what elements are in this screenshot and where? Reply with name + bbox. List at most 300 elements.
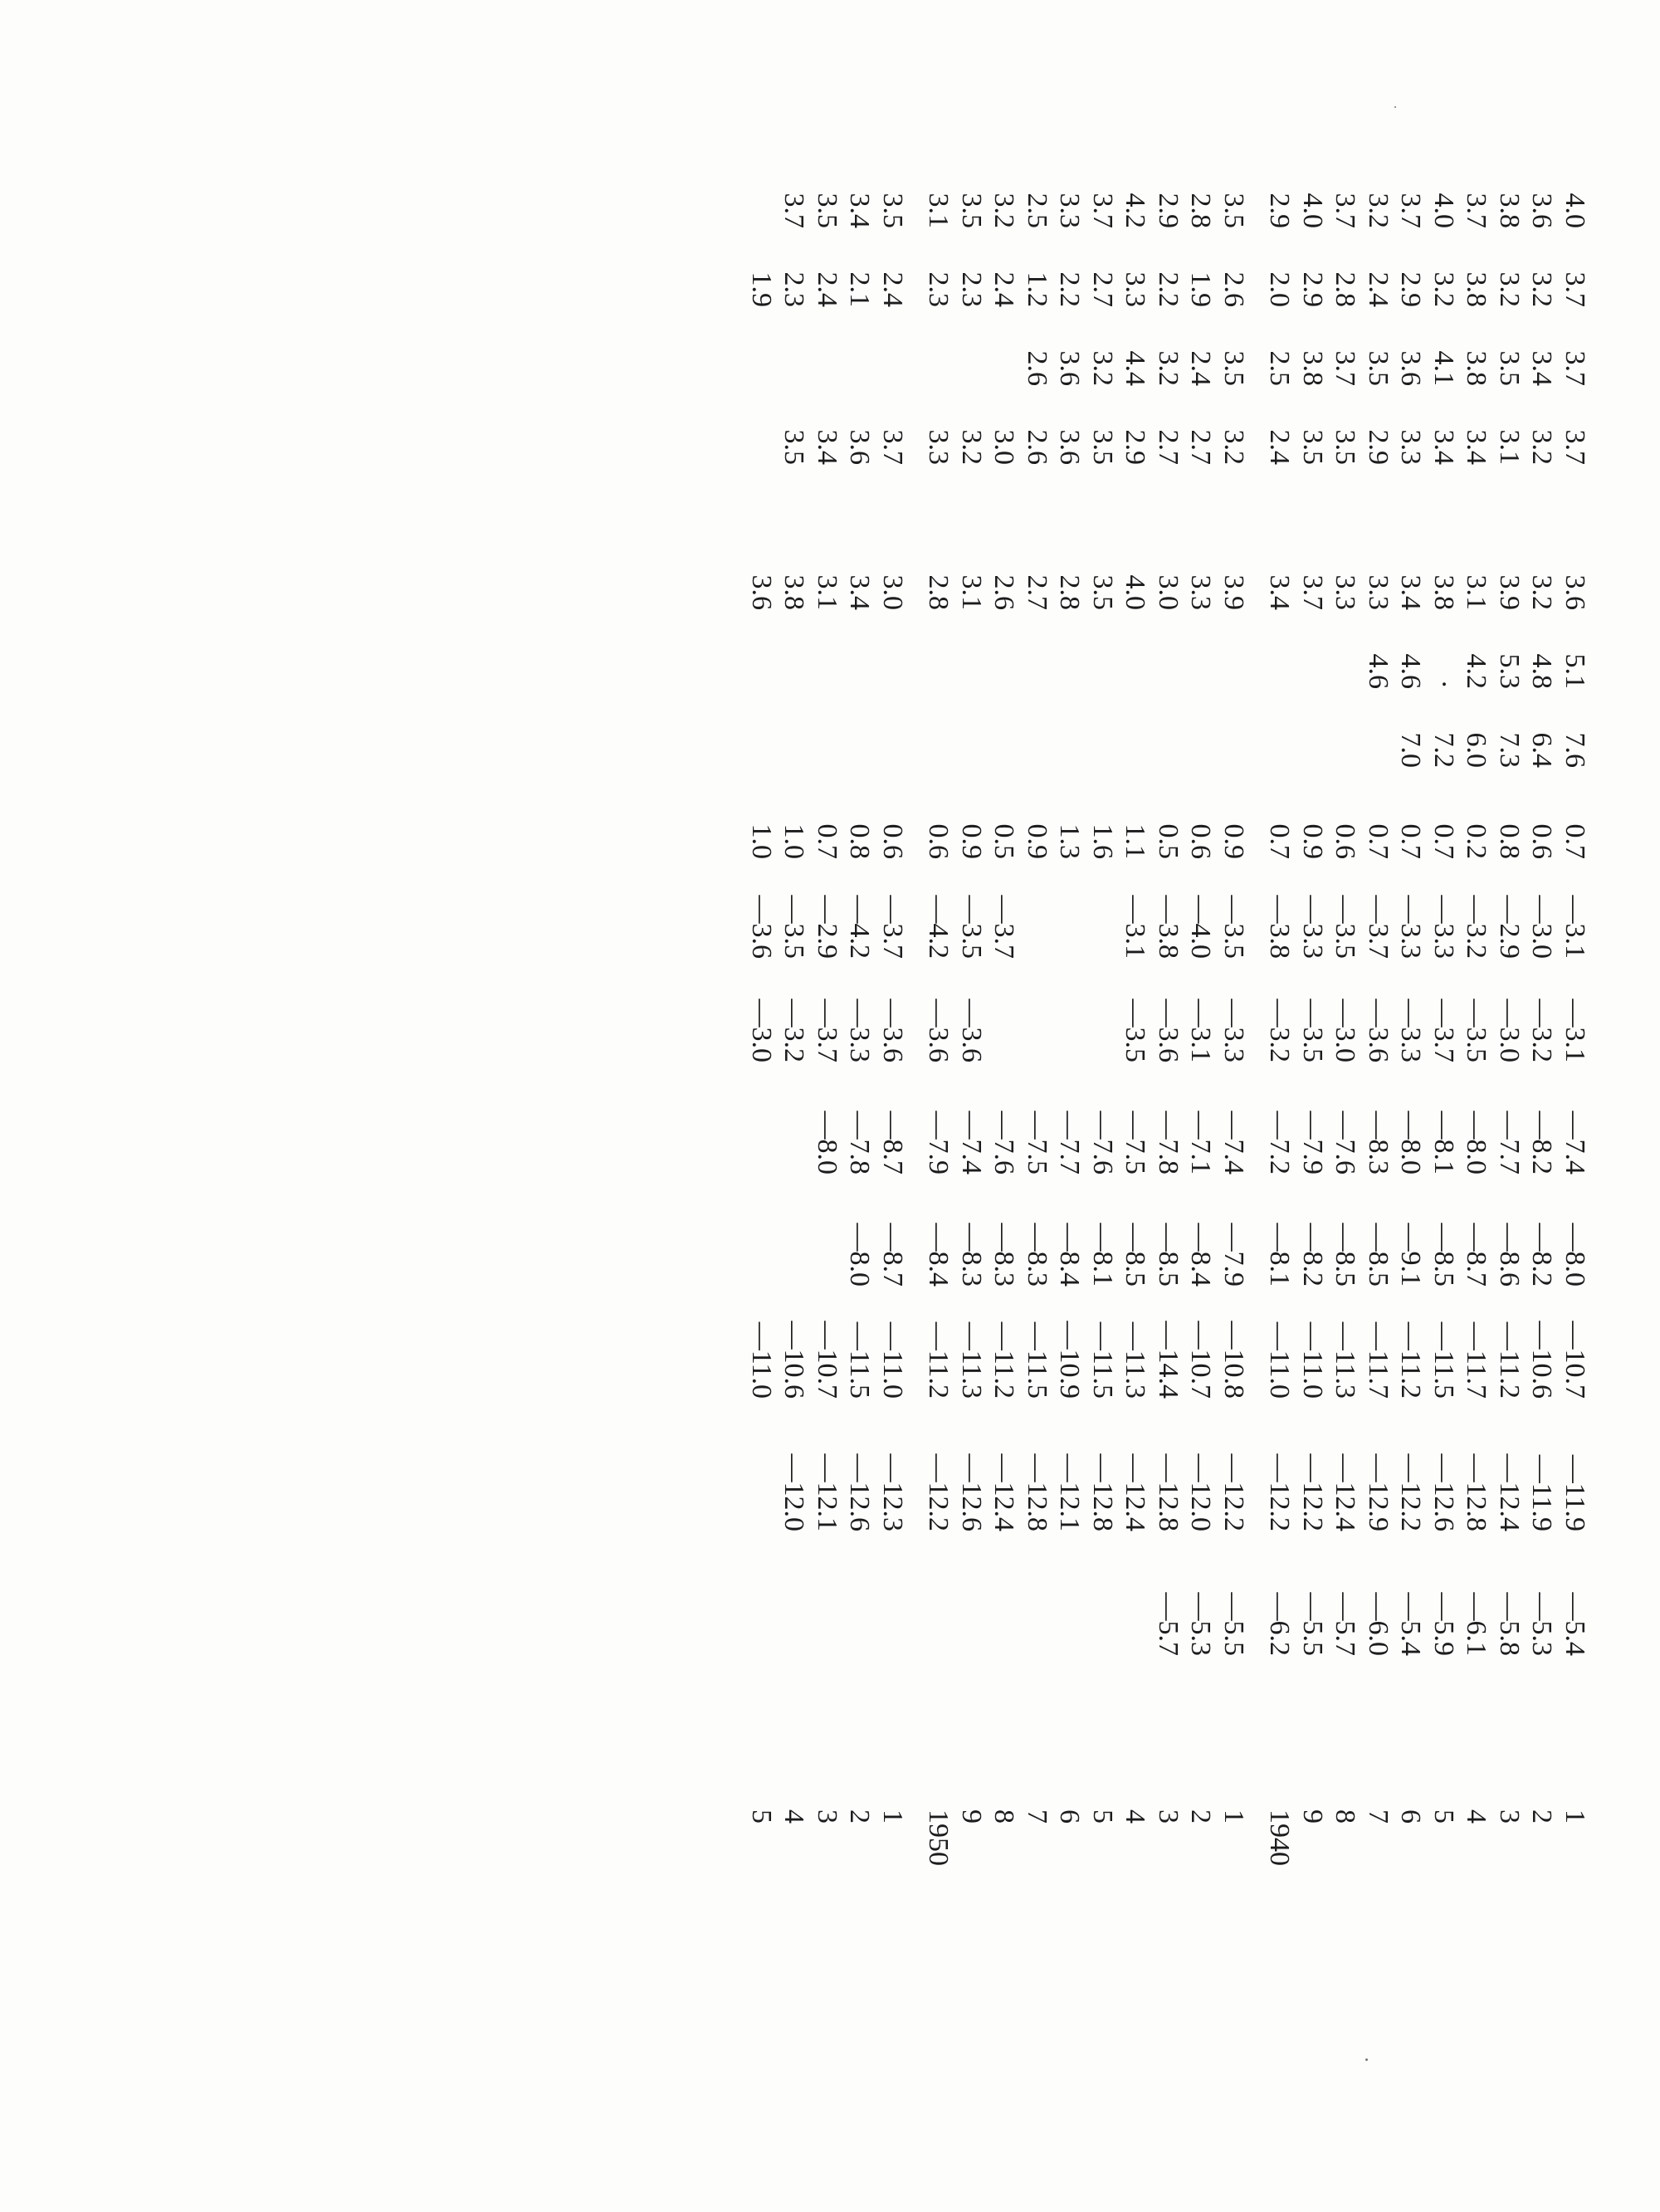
table-cell: 7.2 bbox=[1428, 732, 1459, 768]
table-cell: —7.6 bbox=[1330, 1111, 1361, 1174]
table-cell: 0.2 bbox=[1461, 823, 1492, 859]
table-cell: —3.1 bbox=[1560, 999, 1590, 1062]
table-cell: —3.7 bbox=[989, 895, 1020, 959]
table-cell: —7.9 bbox=[923, 1111, 954, 1174]
table-cell: 3.3 bbox=[1395, 429, 1427, 465]
table-cell: 4.6 bbox=[1363, 653, 1394, 689]
year-label: 3 bbox=[1494, 1809, 1525, 1824]
table-cell: —12.6 bbox=[956, 1453, 987, 1531]
table-cell: 2.2 bbox=[1153, 271, 1184, 307]
table-cell: 3.4 bbox=[812, 429, 842, 465]
table-cell: —11.9 bbox=[1526, 1454, 1558, 1531]
table-cell: 3.2 bbox=[1526, 271, 1558, 307]
table-cell: —8.5 bbox=[1120, 1223, 1151, 1287]
table-cell: —8.7 bbox=[1461, 1223, 1492, 1287]
table-cell: —5.3 bbox=[1526, 1592, 1558, 1656]
year-label: 3 bbox=[1153, 1809, 1184, 1824]
table-cell: 3.1 bbox=[923, 193, 954, 228]
table-cell: —4.0 bbox=[1185, 895, 1217, 959]
table-cell: 2.5 bbox=[1022, 193, 1052, 228]
table-cell: 0.7 bbox=[1428, 823, 1459, 859]
table-cell: 3.5 bbox=[1087, 429, 1118, 465]
table-cell: —7.4 bbox=[956, 1111, 987, 1174]
table-cell: —12.4 bbox=[1494, 1453, 1525, 1531]
table-cell: 3.2 bbox=[1526, 574, 1558, 610]
table-cell: 0.7 bbox=[1560, 823, 1590, 859]
table-cell: 2.9 bbox=[1264, 193, 1296, 228]
table-cell: 3.2 bbox=[1494, 271, 1525, 307]
table-cell: · bbox=[1428, 679, 1459, 689]
table-cell: —12.8 bbox=[1087, 1453, 1118, 1531]
table-cell: 3.2 bbox=[1153, 350, 1184, 386]
table-cell: —8.3 bbox=[989, 1223, 1020, 1287]
table-cell: —8.0 bbox=[812, 1111, 842, 1174]
table-cell: 0.7 bbox=[812, 823, 842, 859]
table-cell: —3.3 bbox=[1395, 999, 1427, 1062]
table-cell: —12.8 bbox=[1153, 1453, 1184, 1531]
table-cell: —11.9 bbox=[1560, 1454, 1590, 1531]
table-cell: 0.6 bbox=[1526, 823, 1558, 859]
rotated-temperature-table bbox=[693, 149, 1589, 1992]
year-label: 7 bbox=[1022, 1809, 1052, 1824]
table-cell: 3.6 bbox=[1054, 429, 1086, 465]
table-cell: 3.3 bbox=[1054, 193, 1086, 228]
table-cell: —5.4 bbox=[1560, 1592, 1590, 1656]
table-cell: 2.4 bbox=[989, 271, 1020, 307]
table-cell: 2.8 bbox=[923, 574, 954, 610]
table-cell: —3.3 bbox=[1395, 895, 1427, 959]
table-cell: —8.5 bbox=[1363, 1223, 1394, 1287]
year-label: 4 bbox=[1461, 1809, 1492, 1824]
table-cell: —12.6 bbox=[844, 1453, 876, 1531]
table-cell: —5.3 bbox=[1185, 1592, 1217, 1656]
table-cell: 0.9 bbox=[1297, 823, 1328, 859]
table-cell: —6.0 bbox=[1363, 1592, 1394, 1656]
year-label: 7 bbox=[1363, 1809, 1394, 1824]
table-cell: —11.5 bbox=[1087, 1321, 1118, 1399]
table-cell: 3.1 bbox=[812, 574, 842, 610]
table-cell: —12.9 bbox=[1363, 1453, 1394, 1531]
table-cell: —12.2 bbox=[923, 1453, 954, 1531]
table-cell: —7.9 bbox=[1218, 1223, 1249, 1287]
year-label: 9 bbox=[956, 1809, 987, 1824]
table-cell: —12.2 bbox=[1297, 1453, 1328, 1531]
year-label: 3 bbox=[812, 1809, 842, 1824]
table-cell: —3.6 bbox=[1363, 999, 1394, 1062]
table-cell: 2.3 bbox=[779, 271, 810, 307]
table-cell: 3.5 bbox=[1218, 193, 1249, 228]
table-cell: 3.0 bbox=[877, 574, 908, 610]
table-cell: —8.1 bbox=[1428, 1111, 1459, 1174]
table-cell: 3.1 bbox=[1494, 429, 1525, 465]
year-label: 4 bbox=[1120, 1809, 1151, 1824]
table-cell: —11.0 bbox=[1297, 1321, 1328, 1399]
table-cell: —8.4 bbox=[923, 1223, 954, 1287]
table-cell: —5.5 bbox=[1297, 1592, 1328, 1656]
table-cell: 3.5 bbox=[1494, 350, 1525, 386]
table-cell: 3.6 bbox=[1526, 193, 1558, 228]
table-cell: —11.7 bbox=[1461, 1321, 1492, 1399]
table-cell: 2.6 bbox=[1022, 429, 1052, 465]
table-cell: 6.4 bbox=[1526, 732, 1558, 768]
year-label: 2 bbox=[844, 1809, 876, 1824]
table-cell: 4.0 bbox=[1428, 193, 1459, 228]
table-cell: 0.8 bbox=[844, 823, 876, 859]
table-cell: —8.6 bbox=[1494, 1223, 1525, 1287]
year-label: 1 bbox=[1218, 1809, 1249, 1824]
table-cell: 0.9 bbox=[1218, 823, 1249, 859]
table-cell: 3.4 bbox=[844, 574, 876, 610]
table-cell: —8.3 bbox=[1022, 1223, 1052, 1287]
table-cell: 2.8 bbox=[1054, 574, 1086, 610]
table-cell: 4.0 bbox=[1560, 193, 1590, 228]
table-cell: —11.0 bbox=[877, 1321, 908, 1399]
table-cell: 2.7 bbox=[1022, 574, 1052, 610]
table-cell: 3.4 bbox=[1264, 574, 1296, 610]
table-cell: 3.4 bbox=[844, 193, 876, 228]
table-cell: —12.3 bbox=[877, 1453, 908, 1531]
table-cell: —3.2 bbox=[1264, 999, 1296, 1062]
table-cell: —11.2 bbox=[923, 1321, 954, 1399]
table-cell: —3.7 bbox=[1363, 895, 1394, 959]
table-cell: 3.9 bbox=[1494, 574, 1525, 610]
table-cell: —12.4 bbox=[1120, 1453, 1151, 1531]
table-cell: —3.0 bbox=[1526, 895, 1558, 959]
table-cell: —3.2 bbox=[1526, 999, 1558, 1062]
table-cell: —7.8 bbox=[1153, 1111, 1184, 1174]
table-cell: 2.8 bbox=[1330, 271, 1361, 307]
table-cell: —8.4 bbox=[1054, 1223, 1086, 1287]
table-cell: —8.7 bbox=[877, 1111, 908, 1174]
table-cell: 0.6 bbox=[1330, 823, 1361, 859]
table-cell: 3.8 bbox=[1461, 350, 1492, 386]
table-cell: 2.9 bbox=[1297, 271, 1328, 307]
table-cell: 3.8 bbox=[1461, 271, 1492, 307]
table-cell: 2.5 bbox=[1264, 350, 1296, 386]
table-cell: 3.7 bbox=[1461, 193, 1492, 228]
year-label: 1 bbox=[1560, 1809, 1590, 1824]
table-cell: —14.4 bbox=[1153, 1321, 1184, 1399]
table-cell: —8.2 bbox=[1297, 1223, 1328, 1287]
table-cell: 3.7 bbox=[1330, 350, 1361, 386]
table-cell: 3.1 bbox=[1461, 574, 1492, 610]
year-label: 5 bbox=[746, 1809, 777, 1824]
table-cell: 7.3 bbox=[1494, 732, 1525, 768]
table-cell: —3.5 bbox=[1330, 895, 1361, 959]
table-cell: 1.0 bbox=[746, 823, 777, 859]
year-label: 9 bbox=[1297, 1809, 1328, 1824]
table-cell: —12.4 bbox=[1330, 1453, 1361, 1531]
table-cell: —12.2 bbox=[1218, 1453, 1249, 1531]
table-cell: 2.7 bbox=[1185, 429, 1217, 465]
year-label: 2 bbox=[1526, 1809, 1558, 1824]
table-cell: 1.2 bbox=[1022, 271, 1052, 307]
table-cell: —3.1 bbox=[1185, 999, 1217, 1062]
table-cell: —7.7 bbox=[1054, 1111, 1086, 1174]
table-cell: —3.3 bbox=[1297, 895, 1328, 959]
year-label: 8 bbox=[1330, 1809, 1361, 1824]
table-cell: 3.8 bbox=[1428, 574, 1459, 610]
table-cell: —8.0 bbox=[1395, 1111, 1427, 1174]
table-cell: —3.5 bbox=[1461, 999, 1492, 1062]
table-cell: —12.1 bbox=[1054, 1453, 1086, 1531]
table-cell: —6.1 bbox=[1461, 1592, 1492, 1656]
table-cell: —12.8 bbox=[1461, 1453, 1492, 1531]
table-cell: 0.9 bbox=[956, 823, 987, 859]
year-label: 1 bbox=[877, 1809, 908, 1824]
table-cell: 3.7 bbox=[1560, 271, 1590, 307]
table-cell: —11.2 bbox=[1494, 1321, 1525, 1399]
table-cell: 3.6 bbox=[1560, 574, 1590, 610]
table-cell: 2.4 bbox=[1264, 429, 1296, 465]
table-cell: —4.2 bbox=[923, 895, 954, 959]
table-cell: 1.9 bbox=[746, 271, 777, 307]
table-cell: 0.6 bbox=[923, 823, 954, 859]
table-cell: —3.0 bbox=[746, 999, 777, 1062]
table-cell: 0.6 bbox=[877, 823, 908, 859]
table-cell: —7.6 bbox=[989, 1111, 1020, 1174]
table-cell: 3.8 bbox=[779, 574, 810, 610]
table-cell: 3.4 bbox=[1428, 429, 1459, 465]
table-cell: —2.9 bbox=[812, 895, 842, 959]
table-cell: 2.9 bbox=[1153, 193, 1184, 228]
table-cell: —3.7 bbox=[1428, 999, 1459, 1062]
table-cell: 2.6 bbox=[1218, 271, 1249, 307]
table-cell: —8.2 bbox=[1526, 1111, 1558, 1174]
table-cell: —7.8 bbox=[844, 1111, 876, 1174]
table-cell: 2.3 bbox=[956, 271, 987, 307]
table-cell: —10.7 bbox=[812, 1321, 842, 1399]
table-cell: 1.1 bbox=[1120, 823, 1151, 859]
table-cell: —8.0 bbox=[1461, 1111, 1492, 1174]
table-cell: —3.1 bbox=[1120, 895, 1151, 959]
table-cell: 3.4 bbox=[1395, 574, 1427, 610]
table-cell: 2.4 bbox=[1363, 271, 1394, 307]
table-cell: 2.9 bbox=[1395, 271, 1427, 307]
table-cell: —8.5 bbox=[1428, 1223, 1459, 1287]
table-cell: —4.2 bbox=[844, 895, 876, 959]
table-cell: 3.2 bbox=[1363, 193, 1394, 228]
table-cell: —11.7 bbox=[1363, 1321, 1394, 1399]
table-cell: —3.8 bbox=[1264, 895, 1296, 959]
table-cell: 5.1 bbox=[1560, 653, 1590, 689]
table-cell: 3.3 bbox=[1120, 271, 1151, 307]
table-cell: —3.6 bbox=[877, 999, 908, 1062]
table-cell: —8.5 bbox=[1153, 1223, 1184, 1287]
table-cell: —12.1 bbox=[812, 1453, 842, 1531]
table-cell: —7.4 bbox=[1218, 1111, 1249, 1174]
table-cell: 5.3 bbox=[1494, 653, 1525, 689]
table-cell: —3.2 bbox=[779, 999, 810, 1062]
table-cell: 3.6 bbox=[1395, 350, 1427, 386]
table-cell: 3.7 bbox=[1395, 193, 1427, 228]
table-cell: 3.0 bbox=[989, 429, 1020, 465]
table-cell: 3.7 bbox=[1297, 574, 1328, 610]
table-cell: 2.9 bbox=[1120, 429, 1151, 465]
table-cell: —2.9 bbox=[1494, 895, 1525, 959]
table-cell: —9.1 bbox=[1395, 1223, 1427, 1287]
table-cell: —7.2 bbox=[1264, 1111, 1296, 1174]
table-cell: 0.8 bbox=[1494, 823, 1525, 859]
table-cell: —3.5 bbox=[1218, 895, 1249, 959]
table-cell: 3.5 bbox=[1330, 429, 1361, 465]
table-cell: —12.2 bbox=[1264, 1453, 1296, 1531]
table-cell: —3.2 bbox=[1461, 895, 1492, 959]
table-cell: —8.1 bbox=[1087, 1223, 1118, 1287]
table-cell: 3.7 bbox=[1330, 193, 1361, 228]
table-cell: 2.4 bbox=[812, 271, 842, 307]
table-cell: 4.2 bbox=[1120, 193, 1151, 228]
table-cell: —3.3 bbox=[1428, 895, 1459, 959]
table-cell: —3.5 bbox=[956, 895, 987, 959]
table-cell: —5.8 bbox=[1494, 1592, 1525, 1656]
table-cell: —8.5 bbox=[1330, 1223, 1361, 1287]
table-cell: 2.6 bbox=[989, 574, 1020, 610]
table-cell: —10.6 bbox=[1526, 1321, 1558, 1399]
scan-speck bbox=[1365, 2058, 1368, 2061]
table-cell: 7.0 bbox=[1395, 732, 1427, 768]
table-cell: 0.7 bbox=[1363, 823, 1394, 859]
table-cell: 3.7 bbox=[1087, 193, 1118, 228]
table-cell: 1.6 bbox=[1087, 823, 1118, 859]
table-cell: —10.8 bbox=[1218, 1321, 1249, 1399]
table-cell: —5.5 bbox=[1218, 1592, 1249, 1656]
table-cell: 3.2 bbox=[956, 429, 987, 465]
table-cell: —10.9 bbox=[1054, 1321, 1086, 1399]
table-cell: 3.7 bbox=[1560, 429, 1590, 465]
table-cell: 4.6 bbox=[1395, 653, 1427, 689]
table-cell: 4.0 bbox=[1120, 574, 1151, 610]
table-cell: 4.0 bbox=[1297, 193, 1328, 228]
table-cell: —10.6 bbox=[779, 1321, 810, 1399]
table-cell: —8.0 bbox=[1560, 1223, 1590, 1287]
table-cell: 7.6 bbox=[1560, 732, 1590, 768]
table-cell: 0.6 bbox=[1185, 823, 1217, 859]
table-cell: 1.9 bbox=[1185, 271, 1217, 307]
table-cell: 3.5 bbox=[812, 193, 842, 228]
table-cell: —11.5 bbox=[1428, 1321, 1459, 1399]
table-cell: 3.0 bbox=[1153, 574, 1184, 610]
table-cell: 3.3 bbox=[923, 429, 954, 465]
table-cell: 2.0 bbox=[1264, 271, 1296, 307]
table-cell: 3.8 bbox=[1297, 350, 1328, 386]
table-cell: 3.5 bbox=[956, 193, 987, 228]
table-cell: 3.5 bbox=[779, 429, 810, 465]
table-cell: —11.5 bbox=[844, 1321, 876, 1399]
table-cell: —3.1 bbox=[1560, 895, 1590, 959]
table-cell: —12.2 bbox=[1395, 1453, 1427, 1531]
table-cell: —11.0 bbox=[1264, 1321, 1296, 1399]
table-cell: 4.2 bbox=[1461, 653, 1492, 689]
table-cell: —7.5 bbox=[1022, 1111, 1052, 1174]
table-cell: 2.9 bbox=[1363, 429, 1394, 465]
table-cell: —10.7 bbox=[1560, 1321, 1590, 1399]
table-cell: —6.2 bbox=[1264, 1592, 1296, 1656]
table-cell: —3.3 bbox=[1218, 999, 1249, 1062]
table-cell: 3.5 bbox=[1297, 429, 1328, 465]
table-cell: 4.1 bbox=[1428, 350, 1459, 386]
table-cell: 3.6 bbox=[746, 574, 777, 610]
table-cell: 3.2 bbox=[989, 193, 1020, 228]
table-cell: —12.6 bbox=[1428, 1453, 1459, 1531]
table-cell: —8.2 bbox=[1526, 1223, 1558, 1287]
table-cell: —7.4 bbox=[1560, 1111, 1590, 1174]
table-cell: —12.8 bbox=[1022, 1453, 1052, 1531]
table-cell: 4.4 bbox=[1120, 350, 1151, 386]
table-cell: —3.7 bbox=[812, 999, 842, 1062]
table-cell: 3.5 bbox=[1218, 350, 1249, 386]
year-label: 4 bbox=[779, 1809, 810, 1824]
table-cell: —11.0 bbox=[746, 1321, 777, 1399]
table-cell: 2.7 bbox=[1153, 429, 1184, 465]
year-label: 8 bbox=[989, 1809, 1020, 1824]
table-cell: —8.1 bbox=[1264, 1223, 1296, 1287]
table-cell: —3.5 bbox=[779, 895, 810, 959]
year-label: 1950 bbox=[923, 1809, 954, 1866]
year-label: 6 bbox=[1395, 1809, 1427, 1824]
table-cell: 1.3 bbox=[1054, 823, 1086, 859]
table-cell: —11.3 bbox=[1330, 1321, 1361, 1399]
table-cell: —8.7 bbox=[877, 1223, 908, 1287]
table-cell: —7.6 bbox=[1087, 1111, 1118, 1174]
table-cell: —11.2 bbox=[989, 1321, 1020, 1399]
table-cell: 2.6 bbox=[1022, 350, 1052, 386]
table-cell: —3.6 bbox=[746, 895, 777, 959]
table-cell: 3.5 bbox=[1087, 574, 1118, 610]
table-cell: 3.3 bbox=[1330, 574, 1361, 610]
table-cell: —3.0 bbox=[1330, 999, 1361, 1062]
table-cell: 3.3 bbox=[1185, 574, 1217, 610]
table-cell: 3.5 bbox=[1363, 350, 1394, 386]
table-cell: 2.4 bbox=[877, 271, 908, 307]
table-cell: —11.5 bbox=[1022, 1321, 1052, 1399]
table-cell: —8.4 bbox=[1185, 1223, 1217, 1287]
table-cell: —7.9 bbox=[1297, 1111, 1328, 1174]
table-cell: 2.1 bbox=[844, 271, 876, 307]
table-cell: 0.5 bbox=[989, 823, 1020, 859]
table-cell: 3.6 bbox=[844, 429, 876, 465]
year-label: 5 bbox=[1428, 1809, 1459, 1824]
table-cell: 3.4 bbox=[1461, 429, 1492, 465]
table-cell: —3.0 bbox=[1494, 999, 1525, 1062]
table-cell: —3.3 bbox=[844, 999, 876, 1062]
table-cell: —3.6 bbox=[1153, 999, 1184, 1062]
table-cell: 2.8 bbox=[1185, 193, 1217, 228]
table-cell: —3.8 bbox=[1153, 895, 1184, 959]
table-cell: 3.1 bbox=[956, 574, 987, 610]
table-cell: 2.2 bbox=[1054, 271, 1086, 307]
table-cell: 1.0 bbox=[779, 823, 810, 859]
table-cell: —5.7 bbox=[1330, 1592, 1361, 1656]
table-cell: 2.7 bbox=[1087, 271, 1118, 307]
table-cell: —12.4 bbox=[989, 1453, 1020, 1531]
table-cell: —8.0 bbox=[844, 1223, 876, 1287]
table-cell: 3.7 bbox=[877, 429, 908, 465]
table-cell: 3.2 bbox=[1087, 350, 1118, 386]
table-cell: 2.4 bbox=[1185, 350, 1217, 386]
table-cell: —5.9 bbox=[1428, 1592, 1459, 1656]
table-cell: —12.0 bbox=[779, 1453, 810, 1531]
table-cell: 3.4 bbox=[1526, 350, 1558, 386]
table-cell: 3.8 bbox=[1494, 193, 1525, 228]
table-cell: —11.2 bbox=[1395, 1321, 1427, 1399]
table-cell: —8.3 bbox=[1363, 1111, 1394, 1174]
table-cell: 0.7 bbox=[1395, 823, 1427, 859]
table-cell: 0.7 bbox=[1264, 823, 1296, 859]
table-cell: —3.5 bbox=[1120, 999, 1151, 1062]
table-cell: 3.3 bbox=[1363, 574, 1394, 610]
table-cell: —12.0 bbox=[1185, 1453, 1217, 1531]
